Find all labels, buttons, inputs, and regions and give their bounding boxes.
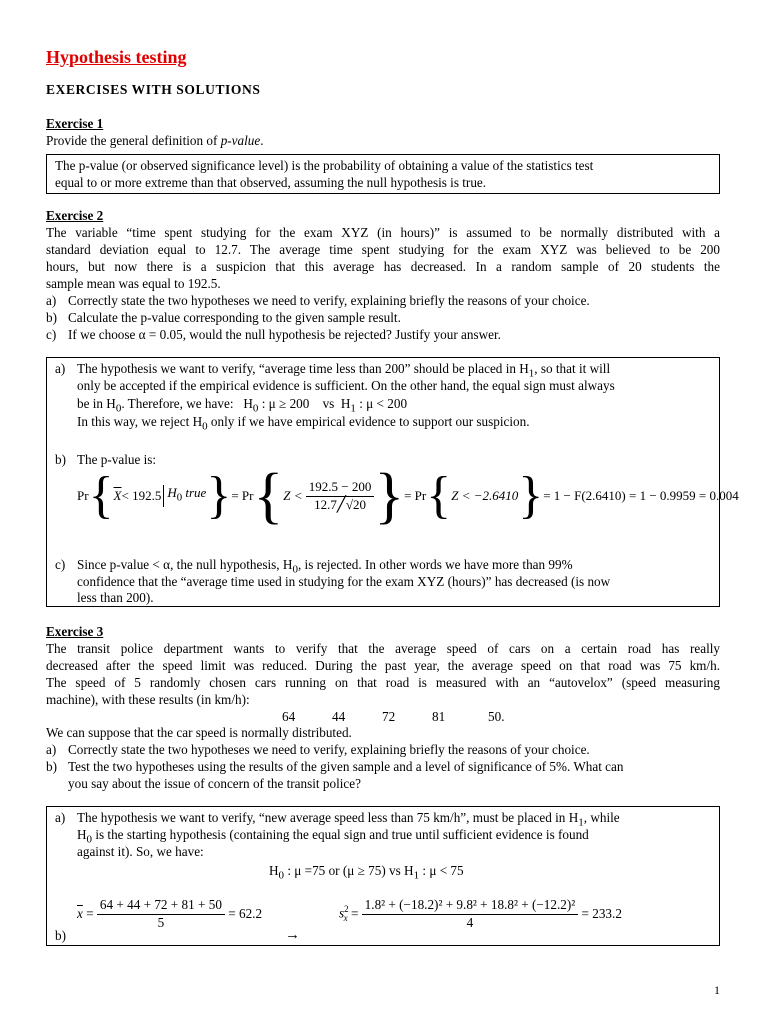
exercise-3-text: The transit police department wants to verify that the average speed of cars on a certain road has really (46, 641, 720, 656)
exercise-2-question-b: b) Calculate the p-value corresponding to the given sample result. (46, 310, 401, 325)
solution-a-line: only be accepted if the empirical evidence is sufficient. On the other hand, the equal sign must always (77, 378, 615, 393)
page-subtitle: EXERCISES WITH SOLUTIONS (46, 82, 261, 97)
exercise-1-heading: Exercise 1 (46, 116, 104, 131)
solution-a-line: a) The hypothesis we want to verify, “new average speed less than 75 km/h”, must be placed in $H_1$, while (55, 810, 620, 829)
solution-a-line: a) The hypothesis we want to verify, “average time less than 200” should be placed in $H_1$, so that it will (55, 361, 611, 380)
exercise-2-text: sample mean was equal to 192.5. (46, 276, 221, 291)
hypotheses-line: $H_0$ : μ =75 or (μ ≥ 75) vs $H_1$ : μ < 75 (269, 863, 464, 882)
exercise-2-question-c: c) If we choose α = 0.05, would the null hypothesis be rejected? Justify your answer. (46, 327, 501, 342)
solution-c-line: less than 200). (77, 590, 154, 605)
solution-b-line: b) The p-value is: (55, 452, 157, 467)
exercise-1-prompt: Provide the general definition of p-value. (46, 133, 264, 148)
solution-c-line: confidence that the “average time used in studying for the exam XYZ (hours)” has decreased (is now (77, 574, 611, 589)
exercise-3-text: machine), with these results (in km/h): (46, 692, 250, 707)
speed-value: 44 (332, 709, 346, 724)
page-number: 1 (714, 983, 720, 997)
speed-value: 81 (432, 709, 446, 724)
exercise-3-heading: Exercise 3 (46, 624, 104, 639)
solution-c-line: c) Since p-value < α, the null hypothesis, $H_0$, is rejected. In other words we have more than 99% (55, 557, 573, 576)
mean-formula: $\overline{x}$ = $\frac{64 + 44 + 72 + 81 + 50}{5}$ = 62.2 (77, 897, 263, 930)
exercise-2-heading: Exercise 2 (46, 208, 104, 223)
z-fraction: $\frac{192.5 - 200}{12.7╱√20}$ (306, 479, 375, 514)
exercise-2-question-a: a) Correctly state the two hypotheses we need to verify, explaining briefly the reasons of your choice. (46, 293, 590, 308)
speed-value: 64 (282, 709, 296, 724)
exercise-1-answer-box (46, 154, 720, 194)
exercise-2-text: hours, but now there is a suspicion that this average has decreased. In a random sample of 20 students the (46, 259, 720, 274)
exercise-3-text: decreased after the speed limit was reduced. During the past year, the average speed on that road was 75 km/h. (46, 658, 720, 673)
arrow-icon: → (285, 927, 300, 943)
exercise-2-solution-box (46, 357, 739, 607)
solution-a-line: against it). So, we have: (77, 844, 204, 859)
exercise-3-text: The speed of 5 randomly chosen cars running on that road is measured with an “autovelox” (speed measuring (46, 675, 720, 690)
exercise-2-text: standard deviation equal to 12.7. The average time spent studying for the exam XYZ was believed to be 200 (46, 242, 720, 257)
exercise-3-question-a: a) Correctly state the two hypotheses we need to verify, explaining briefly the reasons of your choice. (46, 742, 590, 757)
p-value-formula: $Pr\{\overline{X}< 192.5$ $H_0$ true}= Pr{Z < $\frac{192.5 - 200}{12.7╱√20}$ }= Pr{Z < −2.6410}= 1 − F(2.6410) = 1 − 0.9959 = 0.004 (77, 462, 739, 530)
exercise-2-text: The variable “time spent studying for the exam XYZ (in hours)” is assumed to be normally distributed with a (46, 225, 720, 240)
solution-a-line: In this way, we reject $H_0$ only if we have empirical evidence to support our suspicion. (77, 414, 530, 433)
speed-value: 50. (488, 709, 505, 724)
exercise-1-answer-line: equal to or more extreme than that observed, assuming the null hypothesis is true. (55, 175, 487, 190)
solution-a-hypotheses: be in $H_0$. Therefore, we have: $H_0$ : μ ≥ 200 vs $H_1$ : μ < 200 (77, 396, 408, 415)
speed-values (282, 709, 504, 726)
page-title: Hypothesis testing (46, 47, 187, 67)
exercise-3-question-b: you say about the issue of concern of the transit police? (68, 776, 361, 791)
exercise-3-text: We can suppose that the car speed is normally distributed. (46, 725, 352, 740)
solution-a-line: $H_0$ is the starting hypothesis (containing the equal sign and true until sufficient evidence is found (77, 827, 589, 846)
exercise-3-solution-box (46, 806, 720, 946)
speed-value: 72 (382, 709, 396, 724)
solution-b-label: b) (55, 928, 66, 943)
variance-formula: $s^2_x$ = $\frac{\text{1.8² + (−18.2)² + 9.8² + 18.8² + (−12.2)²}}{4}$ = 233.2 (339, 897, 622, 930)
exercise-3-question-b: b) Test the two hypotheses using the results of the given sample and a level of significance of 5%. What can (46, 759, 624, 774)
exercise-1-answer-line: The p-value (or observed significance level) is the probability of obtaining a value of the statistics test (55, 158, 594, 173)
